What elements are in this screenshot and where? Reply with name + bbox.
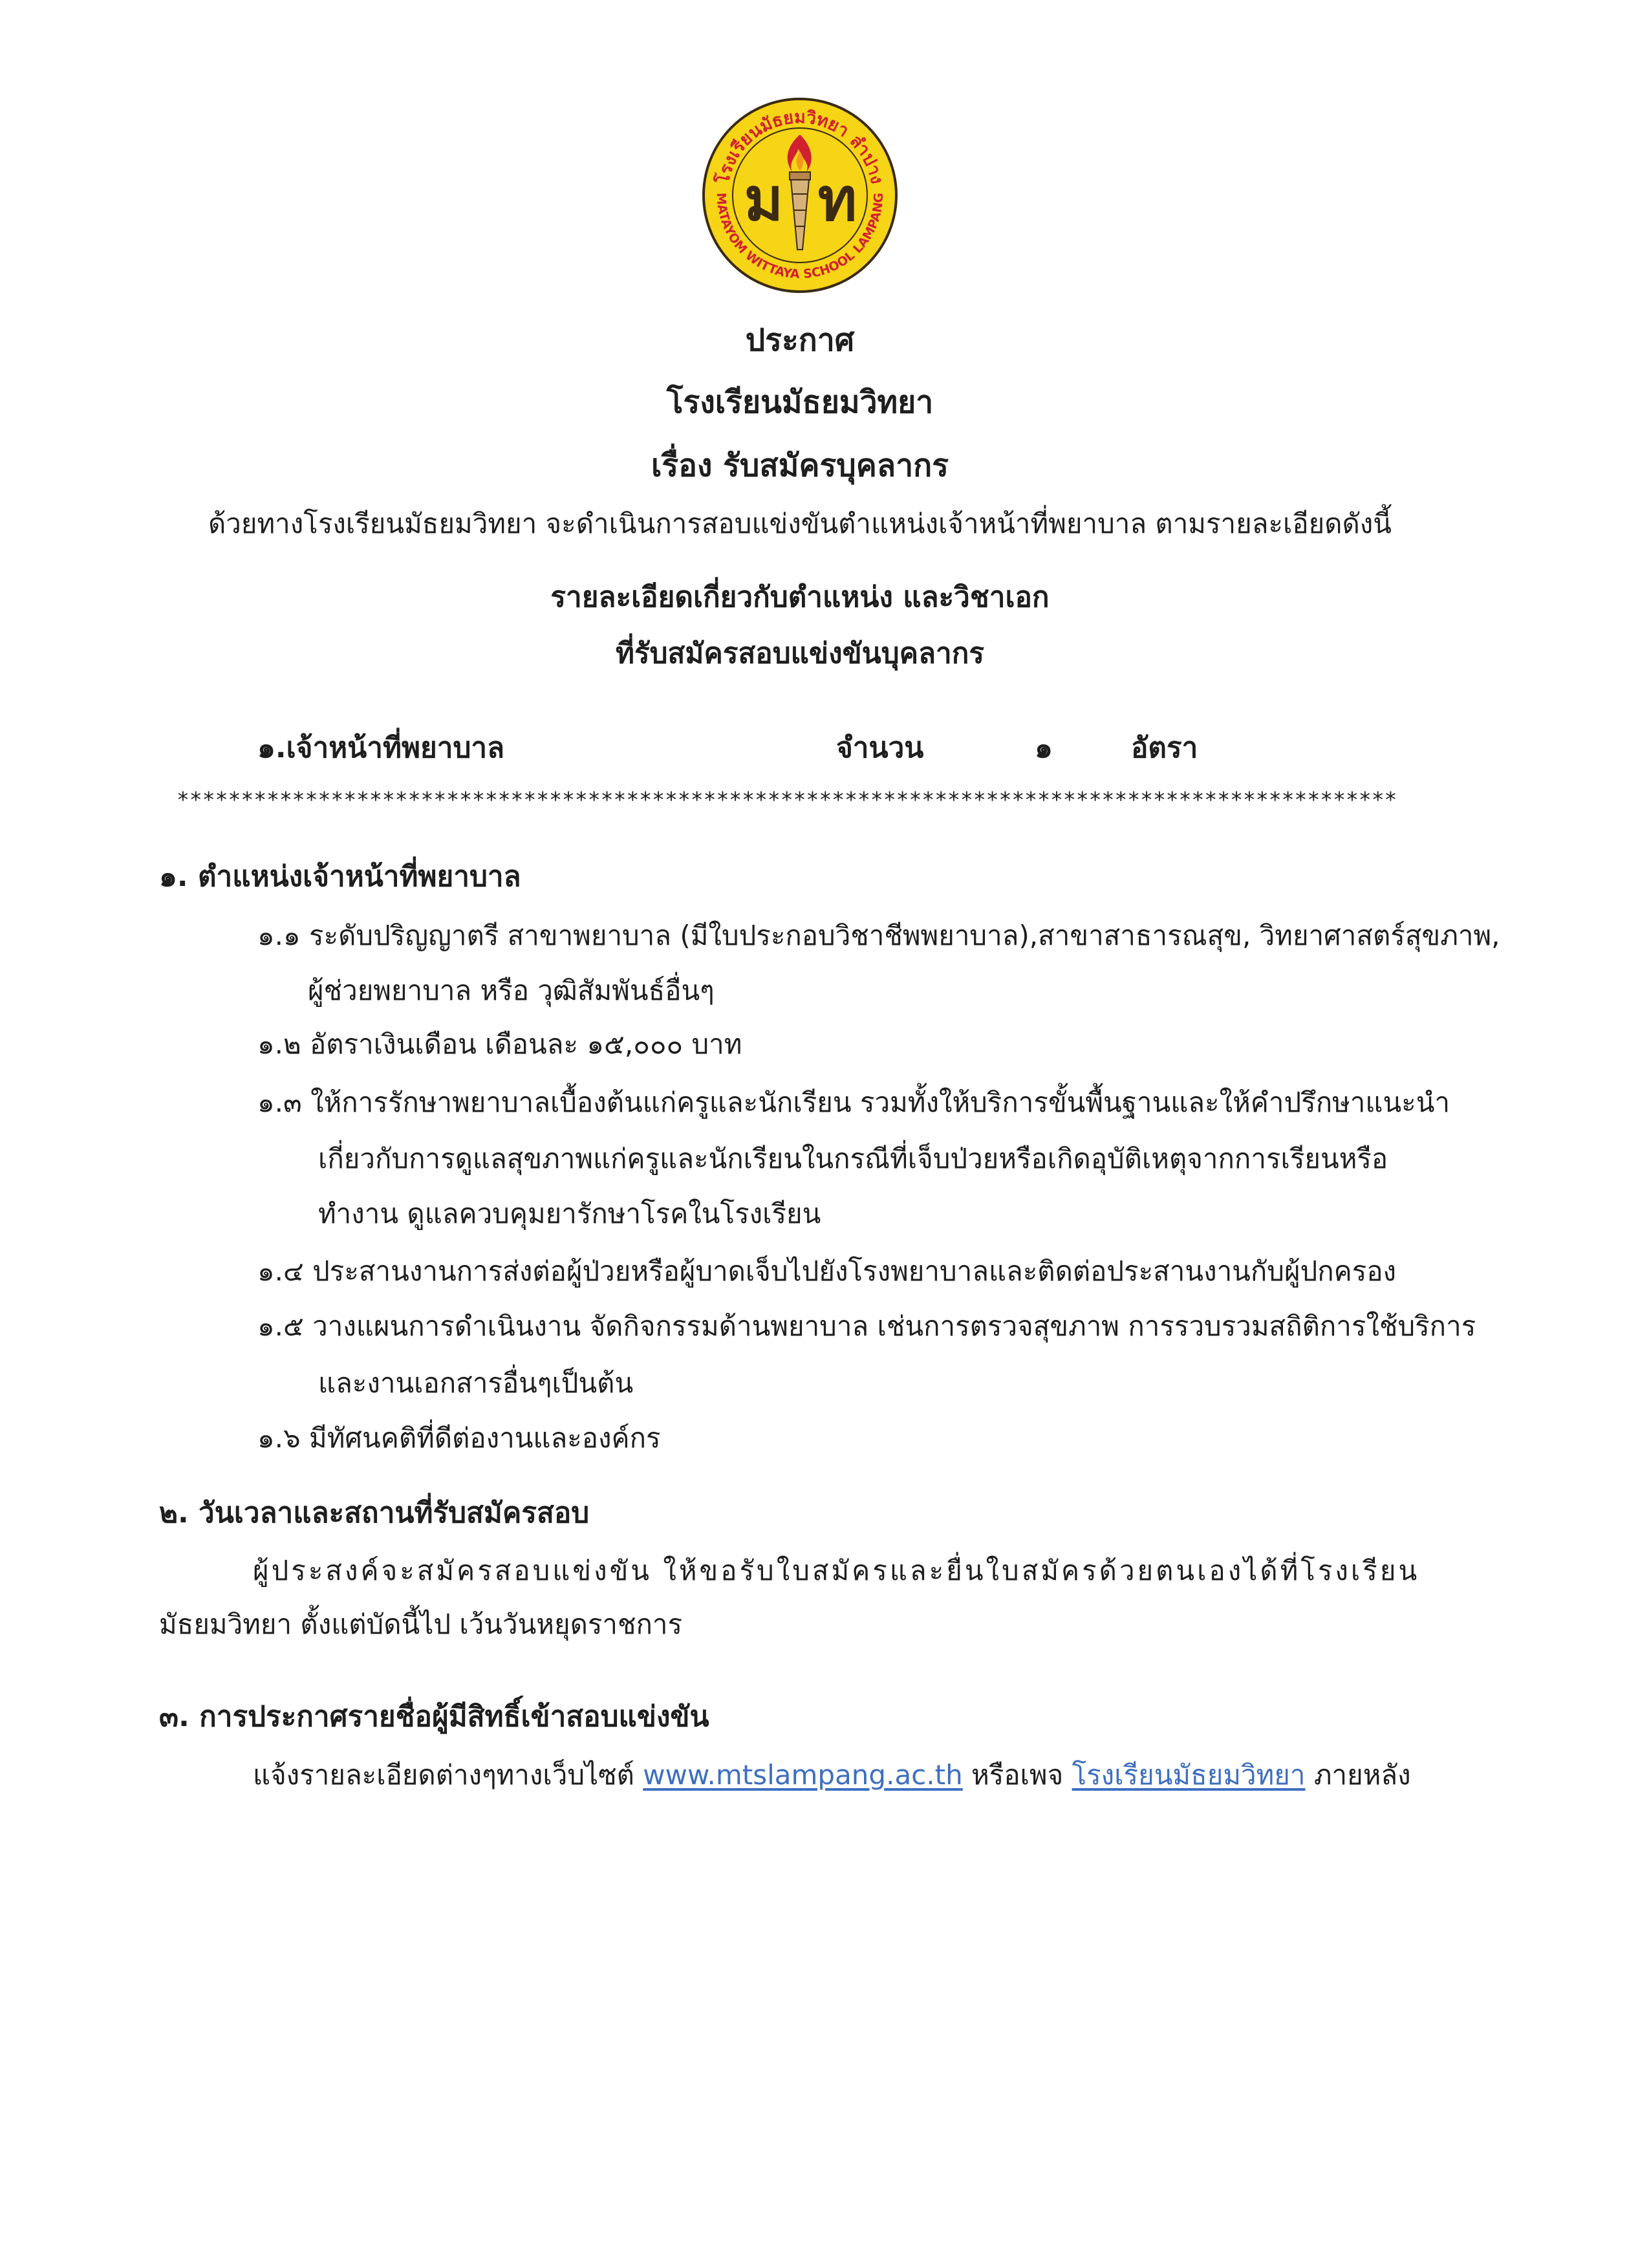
amount-label: จำนวน	[836, 731, 924, 764]
announcement-title: ประกาศ	[745, 322, 855, 358]
section-3-heading: ๓. การประกาศรายชื่อผู้มีสิทธิ์เข้าสอบแข่งขัน	[159, 1700, 709, 1733]
logo-ring-text-top: โรงเรียนมัธยมวิทยา ลำปาง	[713, 107, 887, 186]
item-1-1-line: ๑.๑ ระดับปริญญาตรี สาขาพยาบาล (มีใบประกอบวิชาชีพพยาบาล),สาขาสาธารณสุข, วิทยาศาสตร์สุขภาพ,	[257, 920, 1500, 951]
logo-letter-left: ม	[744, 165, 784, 234]
section-2-paragraph-line: ผู้ประสงค์จะสมัครสอบแข่งขัน ให้ขอรับใบสมัครและยื่นใบสมัครด้วยตนเองได้ที่โรงเรียน	[253, 1555, 1420, 1586]
item-1-3-line: เกี่ยวกับการดูแลสุขภาพแก่ครูและนักเรียนในกรณีที่เจ็บป่วยหรือเกิดอุบัติเหตุจากการเรียนหรือ	[318, 1143, 1388, 1174]
announcement-subject: เรื่อง รับสมัครบุคลากร	[651, 448, 949, 484]
item-1-6-line: ๑.๖ มีทัศนคติที่ดีต่องานและองค์กร	[257, 1422, 661, 1454]
school-logo	[702, 97, 898, 294]
item-1-5-line: ๑.๕ วางแผนการดำเนินงาน จัดกิจกรรมด้านพยาบาล เช่นการตรวจสุขภาพ การรวบรวมสถิติการใช้บริการ	[257, 1310, 1476, 1342]
details-heading-line1: รายละเอียดเกี่ยวกับตำแหน่ง และวิชาเอก	[550, 581, 1050, 614]
position-name: ๑.เจ้าหน้าที่พยาบาล	[257, 731, 505, 764]
item-1-3-line: ๑.๓ ให้การรักษาพยาบาลเบื้องต้นแก่ครูและนักเรียน รวมทั้งให้บริการขั้นพื้นฐานและให้คำปรึกษาแนะนำ	[257, 1086, 1450, 1118]
section-1-heading: ๑. ตำแหน่งเจ้าหน้าที่พยาบาล	[159, 860, 521, 893]
amount-value: ๑	[1035, 731, 1053, 764]
item-1-4-line: ๑.๔ ประสานงานการส่งต่อผู้ป่วยหรือผู้บาดเจ็บไปยังโรงพยาบาลและติดต่อประสานงานกับผู้ปกครอง	[257, 1255, 1397, 1287]
details-heading-line2: ที่รับสมัครสอบแข่งขันบุคลากร	[615, 637, 985, 670]
facebook-page-link[interactable]: โรงเรียนมัธยมวิทยา	[1072, 1759, 1306, 1791]
section-3-paragraph	[253, 1757, 1411, 1793]
section-3-text-before: แจ้งรายละเอียดต่างๆทางเว็บไซต์	[253, 1759, 634, 1791]
section-3-text-middle: หรือเพจ	[971, 1759, 1064, 1791]
section-3-text-after: ภายหลัง	[1313, 1759, 1411, 1791]
item-1-1-line: ผู้ช่วยพยาบาล หรือ วุฒิสัมพันธ์อื่นๆ	[308, 975, 715, 1006]
item-1-3-line: ทำงาน ดูแลควบคุมยารักษาโรคในโรงเรียน	[318, 1198, 821, 1229]
logo-letter-right: ท	[817, 165, 857, 234]
item-1-5-line: และงานเอกสารอื่นๆเป็นต้น	[318, 1367, 634, 1399]
website-link[interactable]: www.mtslampang.ac.th	[643, 1759, 963, 1791]
section-2-paragraph-line: มัธยมวิทยา ตั้งแต่บัดนี้ไป เว้นวันหยุดราชการ	[159, 1608, 683, 1640]
asterisk-separator: ***********************************************************************************************	[177, 787, 1397, 812]
item-1-2-line: ๑.๒ อัตราเงินเดือน เดือนละ ๑๕,๐๐๐ บาท	[257, 1028, 742, 1060]
intro-paragraph: ด้วยทางโรงเรียนมัธยมวิทยา จะดำเนินการสอบแข่งขันตำแหน่งเจ้าหน้าที่พยาบาล ตามรายละเอียดดังนี้	[208, 508, 1392, 539]
section-2-heading: ๒. วันเวลาและสถานที่รับสมัครสอบ	[159, 1496, 590, 1529]
school-name: โรงเรียนมัธยมวิทยา	[666, 384, 934, 420]
amount-unit: อัตรา	[1131, 731, 1198, 764]
logo-ring-text-bottom: MATAYOM WITTAYA SCHOOL LAMPANG	[713, 192, 887, 282]
